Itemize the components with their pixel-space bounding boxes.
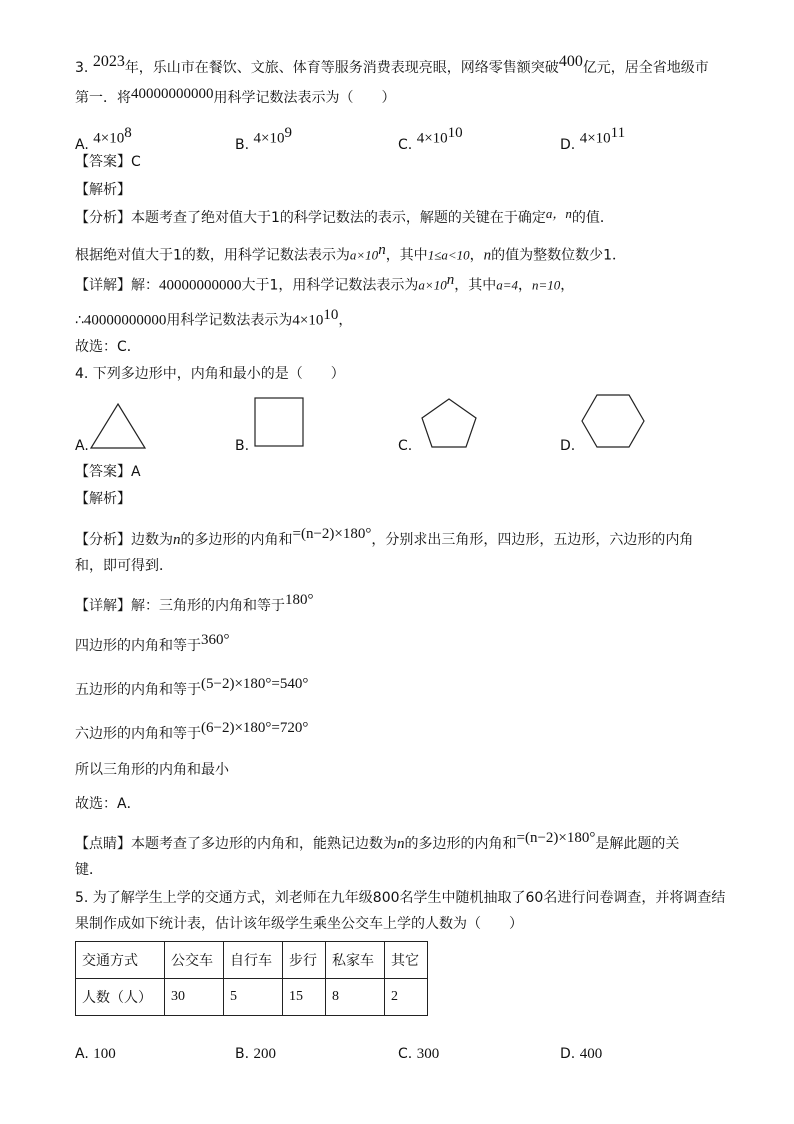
rule-text-4: 的值为整数位数少1． — [491, 247, 627, 264]
q3-text-1: 年，乐山市在餐饮、文旅、体育等服务消费表现亮眼，网络零售额突破 — [124, 60, 559, 76]
table-cell: 私家车 — [326, 942, 385, 979]
option-exp: 8 — [124, 125, 132, 141]
q3-line-2 — [75, 88, 396, 108]
option-exp: 11 — [610, 125, 626, 141]
rule-form: a×10 — [349, 247, 379, 263]
table-cell: 人数（人） — [76, 979, 165, 1016]
q4-detail-4 — [75, 720, 309, 744]
therefore-exp: 10 — [323, 307, 339, 323]
q4-detail-2 — [75, 632, 230, 656]
q3-answer: 【答案】C — [75, 154, 141, 170]
q3-option-c — [398, 123, 463, 153]
detail-value: 360° — [201, 632, 230, 648]
q4-dianjing-2: 键． — [75, 862, 103, 878]
fenxi-text-end: 的值． — [571, 210, 614, 226]
table-cell: 公交车 — [165, 942, 224, 979]
detail-text: 四边形的内角和等于 — [75, 638, 201, 654]
dianjing-text: 【点睛】本题考查了多边形的内角和，能熟记边数为 — [75, 836, 397, 852]
option-label: D. — [560, 136, 576, 153]
table-cell: 2 — [385, 979, 428, 1016]
dianjing-n: n — [397, 836, 405, 852]
pentagon-shape — [418, 396, 480, 450]
detail-value: 180° — [285, 592, 314, 608]
option-label: C. — [398, 136, 413, 153]
detail-a-value: a=4 — [496, 277, 518, 293]
detail-form-exp: n — [446, 272, 455, 288]
fenxi-n: n — [173, 532, 181, 548]
option-value: 100 — [93, 1046, 116, 1062]
q4-option-b-label: B. — [235, 438, 250, 454]
table-header-row — [76, 942, 428, 979]
q3-option-d — [560, 123, 626, 153]
q3-text-3: 第一．将 — [75, 90, 131, 106]
detail-text-4: ， — [517, 277, 532, 294]
q3-year: 2023 — [92, 53, 125, 70]
q4-option-a-label: A. — [75, 438, 89, 454]
q3-line-1 — [75, 53, 709, 78]
q5-option-c — [398, 1044, 439, 1064]
therefore-text: 用科学记数法表示为 — [166, 312, 293, 329]
q4-option-c-label: C. — [398, 438, 413, 454]
q4-analysis-title: 【解析】 — [75, 491, 131, 507]
fenxi-text-2: 的多边形的内角和 — [180, 532, 293, 548]
fenxi-formula: =(n−2)×180° — [292, 526, 372, 542]
dianjing-formula: =(n−2)×180° — [516, 830, 596, 846]
option-value: 300 — [416, 1046, 440, 1062]
detail-value: (6−2)×180°=720° — [201, 720, 309, 736]
q3-rule — [75, 240, 626, 266]
detail-form: a×10 — [418, 277, 447, 293]
q3-analysis-title: 【解析】 — [75, 182, 131, 198]
rule-form-exp: n — [378, 242, 386, 258]
q5-line-2: 果制作成如下统计表，估计该年级学生乘坐公交车上学的人数为（ ） — [75, 916, 523, 932]
therefore-end: ， — [338, 312, 353, 329]
fenxi-vars: a，n — [545, 206, 572, 221]
q5-option-d — [560, 1044, 602, 1064]
table-cell: 15 — [283, 979, 326, 1016]
q4-detail-1 — [75, 592, 314, 616]
fenxi-text: 【分析】边数为 — [75, 532, 173, 548]
table-cell: 自行车 — [224, 942, 283, 979]
dianjing-text-2: 的多边形的内角和 — [404, 836, 517, 852]
option-exp: 9 — [284, 125, 292, 141]
rule-text-3: ， — [469, 247, 484, 264]
fenxi-text: 【分析】本题考查了绝对值大于1的科学记数法的表示，解题的关键在于确定 — [75, 210, 546, 226]
option-exp: 10 — [447, 125, 463, 141]
option-value: 400 — [579, 1046, 603, 1062]
therefore-symbol: ∴ — [75, 312, 84, 329]
detail-text-2: 大于1，用科学记数法表示为 — [241, 277, 419, 294]
q5-option-a — [75, 1044, 116, 1064]
option-label: B. — [235, 136, 250, 153]
q3-text-4: 用科学记数法表示为（ ） — [213, 90, 396, 106]
q3-detail — [75, 270, 574, 296]
option-value: 200 — [253, 1046, 277, 1062]
q3-therefore — [75, 305, 352, 331]
table-cell: 5 — [224, 979, 283, 1016]
q4-conclusion: 所以三角形的内角和最小 — [75, 762, 229, 778]
option-label: A. — [75, 1046, 89, 1062]
q4-fenxi-2: 和，即可得到． — [75, 558, 173, 574]
q3-option-b — [235, 123, 292, 153]
detail-n-value: n=10 — [531, 277, 561, 293]
q3-number: 3. — [75, 60, 89, 76]
option-label: D. — [560, 1046, 576, 1062]
square-shape — [254, 397, 306, 449]
q4-option-d-label: D. — [560, 438, 576, 454]
q3-option-a — [75, 123, 132, 153]
triangle-shape — [88, 402, 148, 452]
fenxi-text-3: ，分别求出三角形，四边形，五边形，六边形的内角 — [371, 532, 694, 548]
detail-text: 【详解】解： — [75, 277, 159, 294]
table-cell: 8 — [326, 979, 385, 1016]
detail-text-3: ，其中 — [454, 277, 497, 294]
table-row — [76, 979, 428, 1016]
rule-range: 1≤a<10 — [427, 247, 470, 263]
table-cell: 30 — [165, 979, 224, 1016]
option-base: 4×10 — [416, 130, 448, 147]
q3-text-2: 亿元，居全省地级市 — [582, 60, 709, 76]
therefore-base: 4×10 — [292, 312, 324, 329]
detail-text: 六边形的内角和等于 — [75, 726, 201, 742]
detail-text-5: ， — [560, 277, 575, 294]
detail-num: 40000000000 — [159, 277, 242, 294]
table-cell: 其它 — [385, 942, 428, 979]
rule-text: 根据绝对值大于1的数，用科学记数法表示为 — [75, 247, 350, 264]
q5-line-1: 5. 为了解学生上学的交通方式，刘老师在九年级800名学生中随机抽取了60名进行问卷调查，并将调查结 — [75, 890, 726, 906]
q4-question: 4. 下列多边形中，内角和最小的是（ ） — [75, 366, 345, 382]
q4-answer: 【答案】A — [75, 464, 141, 480]
table-cell: 交通方式 — [76, 942, 165, 979]
dianjing-text-3: 是解此题的关 — [595, 836, 680, 852]
therefore-num: 40000000000 — [83, 312, 167, 329]
option-base: 4×10 — [93, 130, 125, 147]
q3-choose: 故选：C． — [75, 339, 141, 355]
q4-choose: 故选：A． — [75, 796, 141, 812]
hexagon-shape — [580, 393, 646, 449]
detail-text: 【详解】解：三角形的内角和等于 — [75, 598, 285, 614]
option-label: B. — [235, 1046, 250, 1062]
q4-dianjing — [75, 830, 680, 854]
rule-text-2: ，其中 — [385, 247, 428, 264]
detail-text: 五边形的内角和等于 — [75, 682, 201, 698]
option-base: 4×10 — [253, 130, 285, 147]
transport-table — [75, 941, 428, 1016]
detail-value: (5−2)×180°=540° — [201, 676, 309, 692]
q4-detail-3 — [75, 676, 309, 700]
q4-fenxi — [75, 526, 694, 550]
option-base: 4×10 — [579, 130, 611, 147]
q3-amount: 400 — [558, 53, 583, 70]
option-label: A. — [75, 136, 89, 153]
option-label: C. — [398, 1046, 413, 1062]
q5-option-b — [235, 1044, 276, 1064]
q3-fenxi — [75, 208, 614, 228]
table-cell: 步行 — [283, 942, 326, 979]
rule-n: n — [483, 247, 492, 264]
q3-big-number: 40000000000 — [131, 86, 214, 102]
